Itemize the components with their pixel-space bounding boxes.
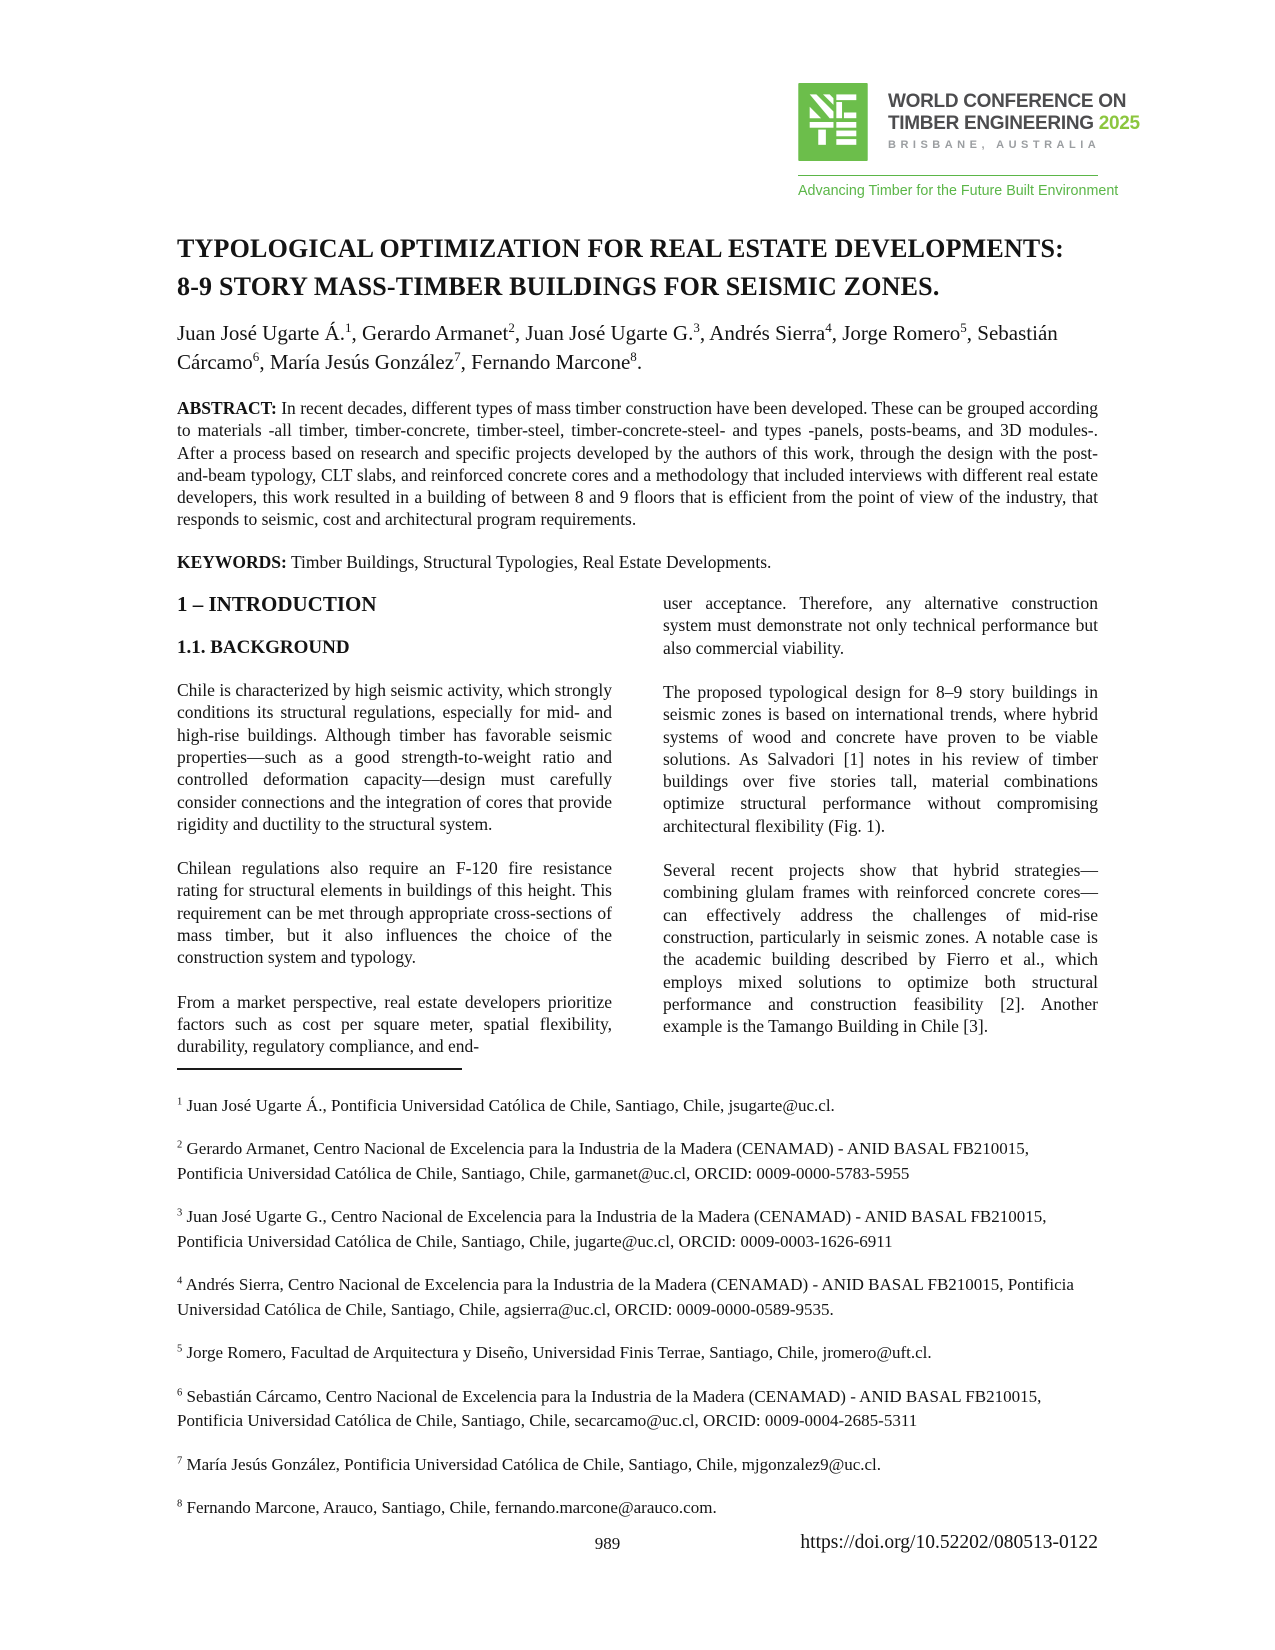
conference-brand [798, 83, 1140, 199]
body-paragraph: Chilean regulations also require an F-120 fire resistance rating for structural elements in buildings of this height. This requirement can be met through appropriate cross-sections of mass timber, but it also influences the choice of the construction system and typology. [177, 858, 612, 968]
author-line: Juan José Ugarte Á.$^1$, Gerardo Armanet$^2$, Juan José Ugarte G.$^3$, Andrés Sierra$^4$, Jorge Romero$^5$, Sebastián Cárcamo$^6$, María Jesús González$^7$, Fernando Marcone$^8$. [177, 320, 1058, 374]
footnote: $^7$ María Jesús González, Pontificia Universidad Católica de Chile, Santiago, Chile, mjgonzalez9@uc.cl. [177, 1454, 882, 1474]
right-column-paragraphs [663, 592, 1098, 1037]
conference-year: 2025 [1098, 113, 1140, 134]
paper-title-line1: TYPOLOGICAL OPTIMIZATION FOR REAL ESTATE DEVELOPMENTS: [177, 234, 1064, 263]
footnote: $^8$ Fernando Marcone, Arauco, Santiago, Chile, fernando.marcone@arauco.com. [177, 1498, 717, 1518]
body-paragraph: Several recent projects show that hybrid strategies—combining glulam frames with reinforced concrete cores—can effectively address the challenges of mid-rise construction, particularly in seismic zones. A notable case is the academic building described by Fierro et al., which employs mixed solutions to optimize both structural performance and construction feasibility [2]. Another example is the Tamango Building in Chile [3]. [663, 860, 1098, 1037]
left-column [177, 592, 612, 1057]
body-paragraph: From a market perspective, real estate developers prioritize factors such as cost per square meter, spatial flexibility, durability, regulatory compliance, and end- [177, 991, 612, 1057]
footnotes [177, 1094, 1098, 1521]
footnote-separator [177, 1068, 462, 1070]
body-paragraph: The proposed typological design for 8–9 story buildings in seismic zones is based on international trends, where hybrid systems of wood and concrete have proven to be viable solutions. As Salvadori [1] notes in his review of timber buildings over five stories tall, material combinations optimize structural performance without compromising architectural flexibility (Fig. 1). [663, 681, 1098, 836]
keywords-line [177, 551, 1098, 573]
left-column-paragraphs [177, 679, 612, 1057]
doi-link[interactable]: https://doi.org/10.52202/080513-0122 [800, 1532, 1098, 1553]
abstract-label: ABSTRACT: [177, 398, 277, 418]
keywords-label: KEYWORDS: [177, 551, 287, 572]
footnote: $^5$ Jorge Romero, Facultad de Arquitectura y Diseño, Universidad Finis Terrae, Santiago, Chile, jromero@uft.cl. [177, 1343, 932, 1363]
conference-name-line1: WORLD CONFERENCE ON [888, 91, 1127, 112]
paper-title [177, 230, 1098, 306]
paper-title-line2: 8-9 STORY MASS-TIMBER BUILDINGS FOR SEISMIC ZONES. [177, 272, 940, 301]
section-heading-introduction: 1 – INTRODUCTION [177, 592, 377, 617]
brand-text [888, 83, 1140, 151]
footnote: $^3$ Juan José Ugarte G., Centro Nacional de Excelencia para la Industria de la Madera (CENAMAD) - ANID BASAL FB210015, Pontificia Universidad Católica de Chile, Santiago, Chile, jugarte@uc.cl, ORCID: 0009-0003-1626-6911 [177, 1207, 1047, 1251]
brand-divider [798, 175, 1098, 176]
footnote: $^6$ Sebastián Cárcamo, Centro Nacional de Excelencia para la Industria de la Madera (CENAMAD) - ANID BASAL FB210015, Pontificia Universidad Católica de Chile, Santiago, Chile, secarcamo@uc.cl, ORCID: 0009-0004-2685-5311 [177, 1386, 1042, 1431]
abstract-paragraph [177, 397, 1098, 531]
paper-content [177, 230, 1098, 1540]
footnote: $^1$ Juan José Ugarte Á., Pontificia Universidad Católica de Chile, Santiago, Chile, jsugarte@uc.cl. [177, 1095, 835, 1115]
body-paragraph: user acceptance. Therefore, any alternative construction system must demonstrate not only technical performance but also commercial viability. [663, 593, 1098, 658]
conference-name-line2-text: TIMBER ENGINEERING [888, 113, 1094, 134]
brand-row [798, 83, 1140, 161]
right-column [663, 592, 1098, 1057]
two-column-body [177, 592, 1098, 1057]
conference-tagline: Advancing Timber for the Future Built Environment [798, 183, 1119, 199]
conference-location: BRISBANE, AUSTRALIA [888, 139, 1101, 151]
body-paragraph: Chile is characterized by high seismic activity, which strongly conditions its structural regulations, especially for mid- and high-rise buildings. Although timber has favorable seismic properties—such as a good strength-to-weight ratio and controlled deformation capacity—design must carefully consider connections and the integration of cores that provide rigidity and ductility to the structural system. [177, 680, 612, 834]
keywords-text: Timber Buildings, Structural Typologies, Real Estate Developments. [290, 551, 772, 572]
conference-name-line2 [888, 113, 1140, 135]
subsection-heading-background: 1.1. BACKGROUND [177, 637, 350, 659]
abstract-text: In recent decades, different types of mass timber construction have been developed. These can be grouped according to materials -all timber, timber-concrete, timber-steel, timber-concrete-steel- and types -panels, posts-beams, and 3D modules-. After a process based on research and specific projects developed by the authors of this work, through the design with the post-and-beam typology, CLT slabs, and reinforced concrete cores and a methodology that included interviews with different real estate developers, this work resulted in a building of between 8 and 9 floors that is efficient from the point of view of the industry, that responds to seismic, cost and architectural program requirements. [177, 398, 1098, 530]
wcte-logo-icon [798, 83, 868, 161]
footnote: $^2$ Gerardo Armanet, Centro Nacional de Excelencia para la Industria de la Madera (CENAMAD) - ANID BASAL FB210015, Pontificia Universidad Católica de Chile, Santiago, Chile, garmanet@uc.cl, ORCID: 0009-0000-5783-5955 [177, 1139, 1030, 1183]
page-footer [177, 1534, 1098, 1566]
page-number: 989 [594, 1534, 621, 1553]
footnote: $^4$ Andrés Sierra, Centro Nacional de Excelencia para la Industria de la Madera (CENAMAD) - ANID BASAL FB210015, Pontificia Universidad Católica de Chile, Santiago, Chile, agsierra@uc.cl, ORCID: 0009-0000-0589-9535. [177, 1275, 1074, 1319]
